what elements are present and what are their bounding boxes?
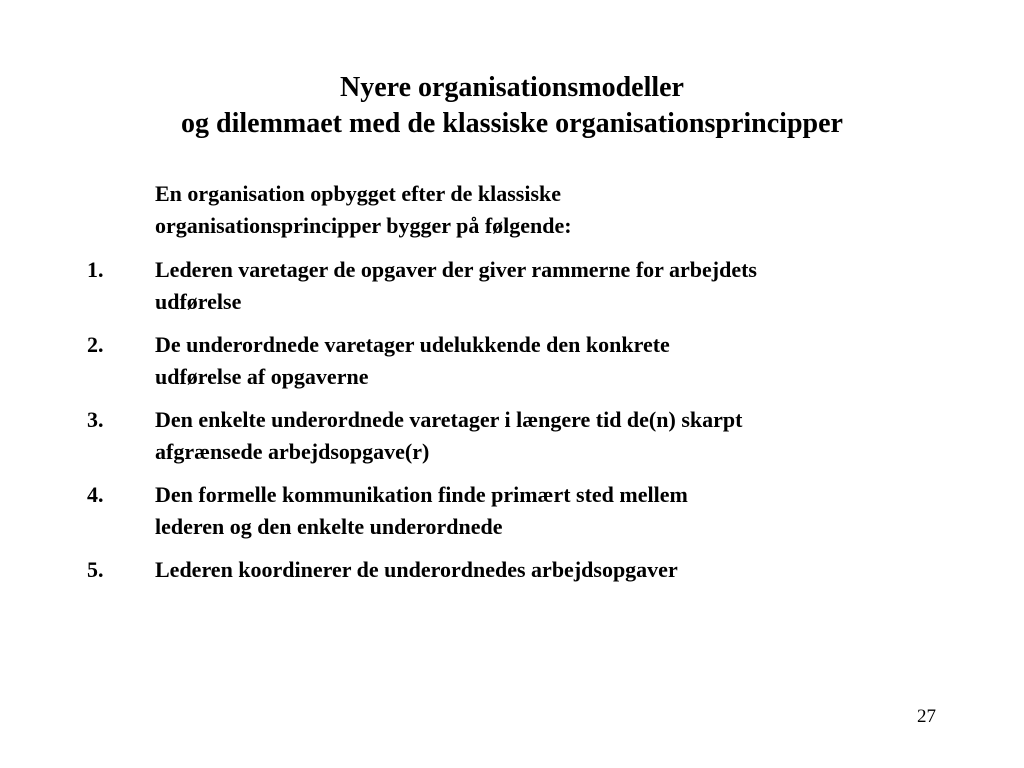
list-item-text [155, 329, 967, 393]
principles-list [87, 254, 967, 597]
intro-text [155, 178, 955, 242]
list-item [87, 329, 967, 393]
list-item-text [155, 254, 967, 318]
list-item-text-line-1: Lederen varetager de opgaver der giver rammerne for arbejdets [155, 257, 757, 282]
list-item-text [155, 404, 967, 468]
list-item [87, 404, 967, 468]
list-item-text-line-2: lederen og den enkelte underordnede [155, 514, 503, 539]
slide-title-line-1: Nyere organisationsmodeller [340, 72, 684, 103]
slide-title [0, 70, 1024, 142]
list-item-text-line-2: afgrænsede arbejdsopgave(r) [155, 439, 430, 464]
list-item-number: 2. [87, 332, 104, 357]
list-item-text-line-1: Lederen koordinerer de underordnedes arbejdsopgaver [155, 557, 678, 582]
list-item-text-line-2: udførelse [155, 289, 242, 314]
list-item-text-line-1: Den enkelte underordnede varetager i længere tid de(n) skarpt [155, 407, 743, 432]
list-item-text-line-1: Den formelle kommunikation finde primært sted mellem [155, 482, 688, 507]
intro-line-1: En organisation opbygget efter de klassiske [155, 181, 562, 206]
list-item-text [155, 554, 967, 586]
page-number: 27 [917, 706, 936, 727]
list-item-text-line-1: De underordnede varetager udelukkende den konkrete [155, 332, 670, 357]
list-item [87, 554, 967, 586]
list-item-number: 5. [87, 557, 104, 582]
list-item-number: 1. [87, 257, 104, 282]
slide-title-line-2: og dilemmaet med de klassiske organisationsprincipper [181, 108, 843, 139]
intro-line-2: organisationsprincipper bygger på følgende: [155, 213, 572, 238]
list-item-text [155, 479, 967, 543]
list-item [87, 254, 967, 318]
list-item [87, 479, 967, 543]
list-item-text-line-2: udførelse af opgaverne [155, 364, 369, 389]
list-item-number: 4. [87, 482, 104, 507]
list-item-number: 3. [87, 407, 104, 432]
